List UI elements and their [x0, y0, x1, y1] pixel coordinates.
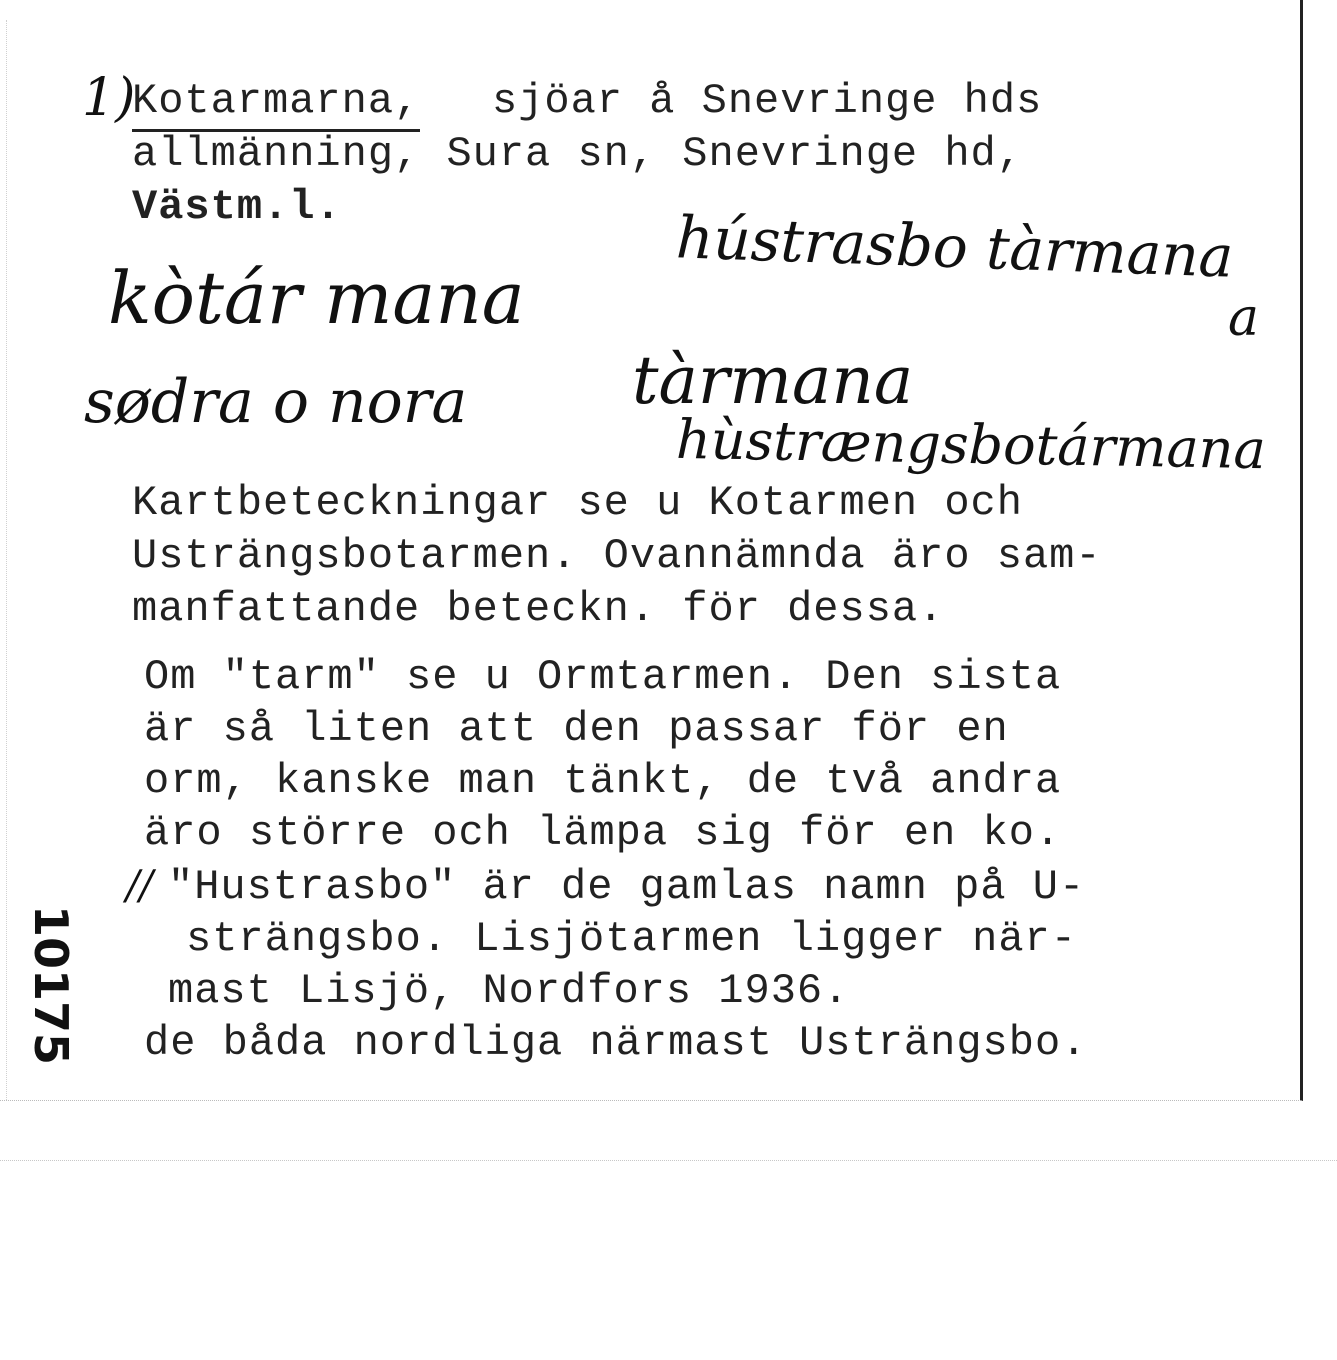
- header-line-3: Västm.l.: [132, 183, 342, 231]
- handwritten-hustrasbo-tarmana: hústrasbo tàrmana: [674, 203, 1235, 291]
- para3-line-4: de båda nordliga närmast Usträngsbo.: [144, 1019, 1088, 1067]
- footnote-mark: 1): [82, 68, 136, 128]
- para2-line-2: är så liten att den passar för en: [144, 705, 1009, 753]
- headword-text: Kotarmarna,: [132, 77, 420, 132]
- handwritten-kotarmana: kòtár mana: [108, 256, 525, 340]
- para2-line-3: orm, kanske man tänkt, de två andra: [144, 757, 1062, 805]
- header-line-1: sjöar å Snevringe hds: [492, 77, 1043, 125]
- scan-edge-left: [6, 20, 7, 1100]
- handwritten-hustrangsbotarmana: hùstrængsbotármana: [675, 407, 1267, 482]
- headword: [132, 77, 421, 125]
- header-line-2: allmänning, Sura sn, Snevringe hd,: [132, 130, 1023, 178]
- para1-line-1: Kartbeteckningar se u Kotarmen och: [132, 479, 1023, 527]
- para3-line-2: strängsbo. Lisjötarmen ligger när-: [186, 915, 1077, 963]
- handwritten-tarmana: tàrmana: [632, 342, 914, 419]
- handwritten-a: a: [1228, 288, 1260, 348]
- para3-line-3: mast Lisjö, Nordfors 1936.: [168, 967, 850, 1015]
- para1-line-3: manfattande beteckn. för dessa.: [132, 585, 945, 633]
- para2-line-1: Om "tarm" se u Ormtarmen. Den sista: [144, 653, 1062, 701]
- para3-mark: //: [126, 863, 153, 909]
- para2-line-4: äro större och lämpa sig för en ko.: [144, 809, 1062, 857]
- scan-edge-bottom: [0, 1160, 1337, 1161]
- card-number: 10175: [24, 905, 78, 1066]
- handwritten-sodra-o-nora: sødra o nora: [84, 367, 468, 437]
- para1-line-2: Usträngsbotarmen. Ovannämnda äro sam-: [132, 532, 1102, 580]
- para3-line-1: "Hustrasbo" är de gamlas namn på U-: [168, 863, 1086, 911]
